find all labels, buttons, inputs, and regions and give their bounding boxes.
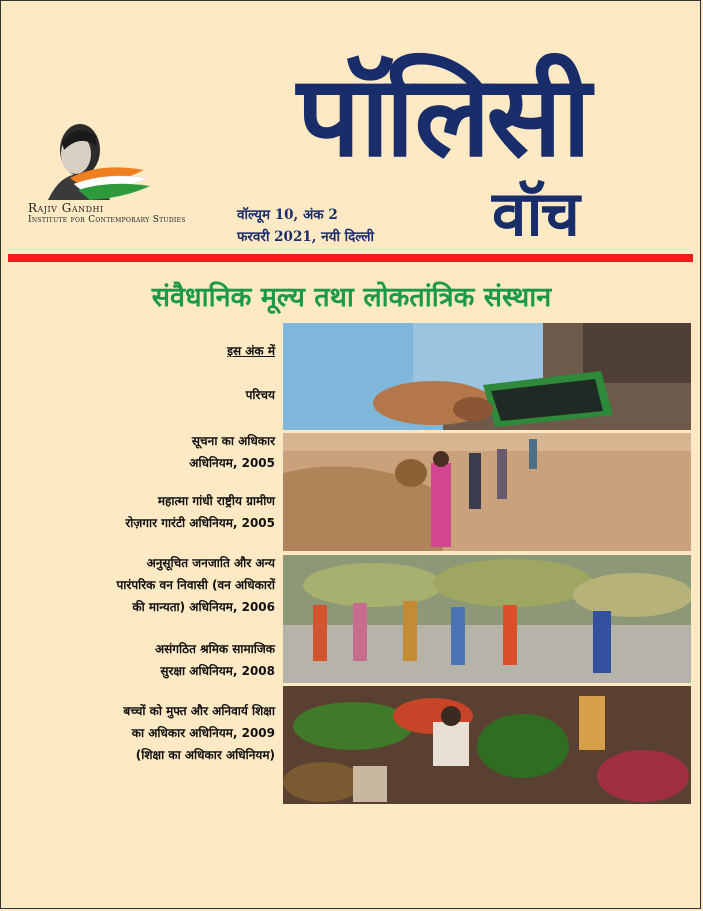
toc-line: परिचय — [245, 388, 275, 402]
toc-item[interactable] — [60, 700, 275, 766]
toc-item[interactable] — [60, 430, 275, 474]
issue-theme: संवैधानिक मूल्य तथा लोकतांत्रिक संस्थान — [151, 282, 552, 313]
institute-name-line2: Institute for Contemporary Studies — [28, 215, 186, 225]
issue-volume: वॉल्यूम 10, अंक 2 — [237, 207, 338, 223]
toc-line: की मान्यता) अधिनियम, 2006 — [132, 600, 275, 614]
toc-item[interactable] — [60, 638, 275, 682]
portrait-logo-icon — [40, 112, 150, 200]
issue-date: फरवरी 2021, नयी दिल्ली — [237, 229, 375, 245]
toc-heading: इस अंक में — [227, 344, 275, 358]
masthead-subtitle: वॉच — [492, 177, 578, 250]
photo-field-work — [283, 433, 691, 551]
toc-item[interactable] — [60, 384, 275, 406]
toc-line: सूचना का अधिकार — [191, 434, 275, 448]
toc-item[interactable] — [60, 490, 275, 534]
toc-line: (शिक्षा का अधिकार अधिनियम) — [135, 748, 275, 762]
toc-item[interactable] — [60, 552, 275, 618]
toc-line: अधिनियम, 2005 — [189, 456, 275, 470]
toc-line: असंगठित श्रमिक सामाजिक — [154, 642, 275, 656]
toc-line: बच्चों को मुफ्त और अनिवार्य शिक्षा — [123, 704, 275, 718]
toc-line: महात्मा गांधी राष्ट्रीय ग्रामीण — [157, 494, 275, 508]
masthead-title: पॉलिसी — [296, 52, 588, 182]
toc-line: रोज़गार गारंटी अधिनियम, 2005 — [125, 516, 275, 530]
institute-logo — [28, 112, 198, 232]
photo-vegetable-market — [283, 686, 691, 804]
photo-forest-dwellers — [283, 555, 691, 683]
toc-line: का अधिकार अधिनियम, 2009 — [131, 726, 275, 740]
issue-info — [237, 204, 374, 248]
institute-name-line1: Rajiv Gandhi — [28, 201, 104, 215]
toc-line: पारंपरिक वन निवासी (वन अधिकारों — [116, 578, 275, 592]
red-divider — [8, 254, 693, 262]
toc-line: सुरक्षा अधिनियम, 2008 — [160, 664, 275, 678]
photo-child-slate — [283, 323, 691, 430]
toc-line: अनुसूचित जनजाति और अन्य — [146, 556, 275, 570]
